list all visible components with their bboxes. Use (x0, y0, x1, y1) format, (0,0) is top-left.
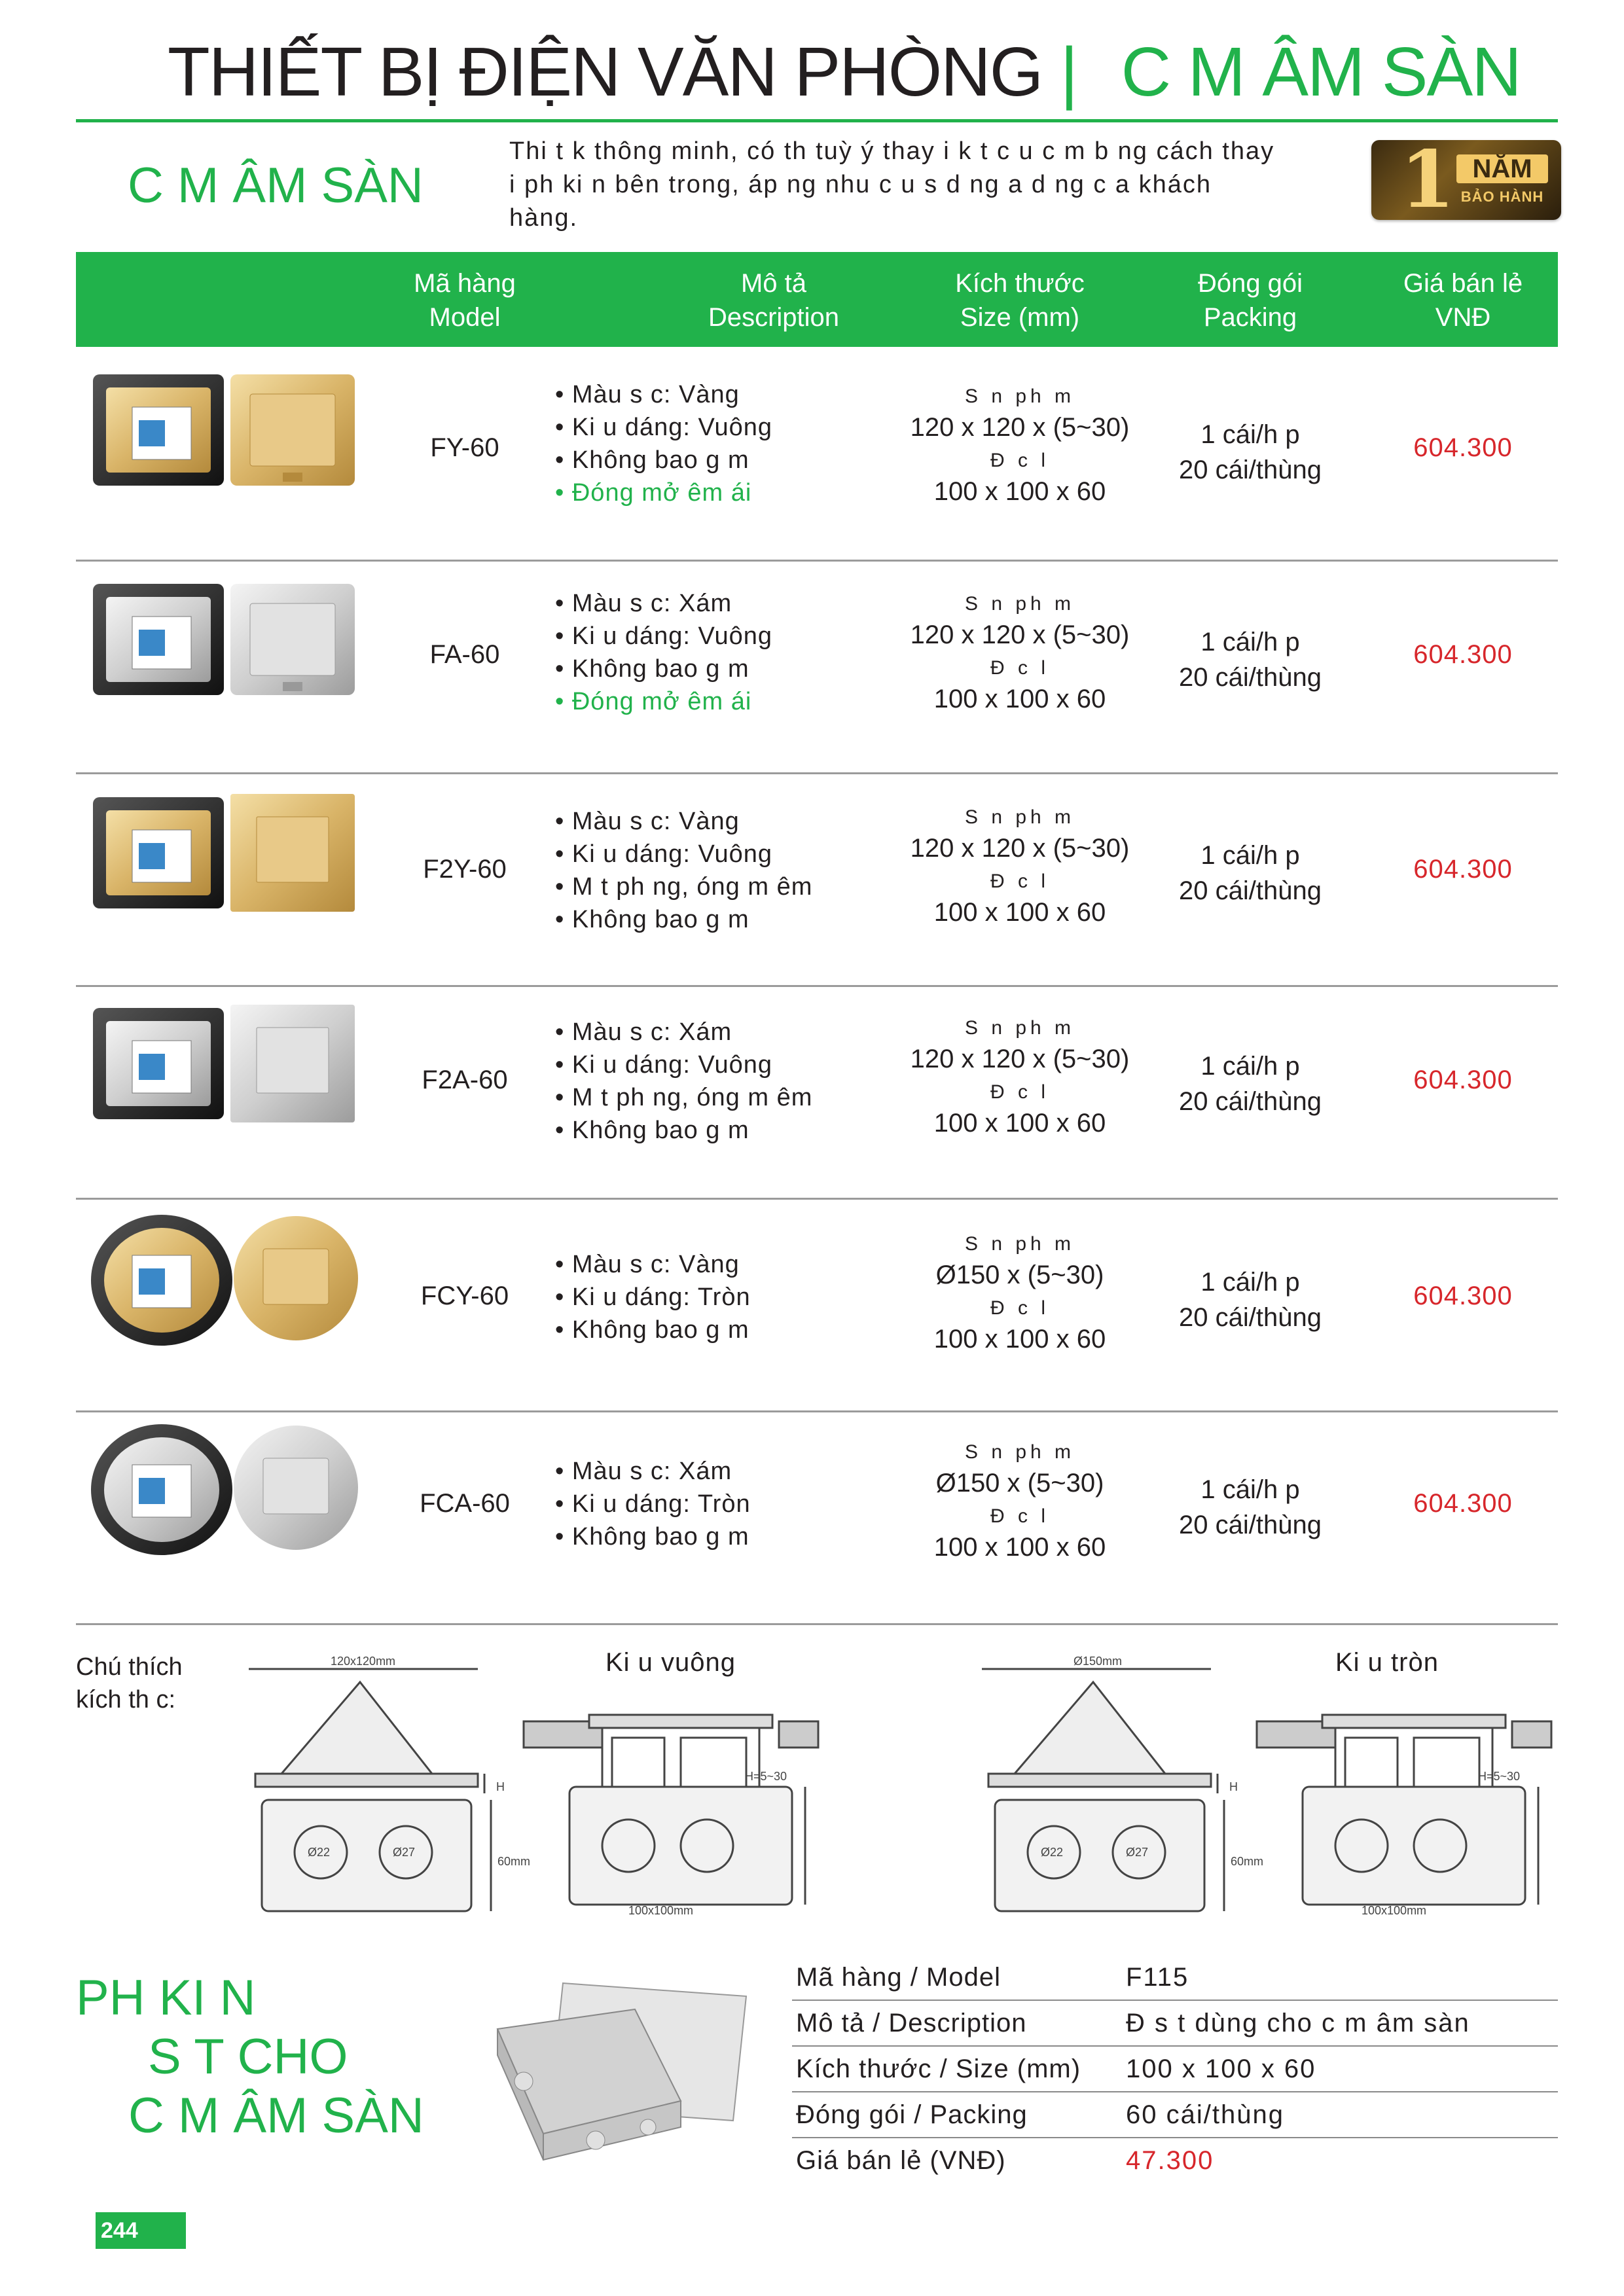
product-image-f2a60 (86, 995, 361, 1126)
spec-row: Đóng gói / Packing 60 cái/thùng (792, 2092, 1558, 2138)
spec-row: Kích thước / Size (mm) 100 x 100 x 60 (792, 2047, 1558, 2092)
row-description: • Màu s c: Vàng • Ki u dáng: Vuông • M t ph ng, óng m êm • Không bao g m (555, 808, 813, 933)
warranty-year-label: NĂM (1456, 154, 1548, 183)
product-image-f2y60 (86, 784, 361, 915)
row-model: F2A-60 (422, 1066, 508, 1094)
square-dimension-drawings (236, 1649, 825, 1918)
height-label: 60mm (1231, 1855, 1264, 1868)
warranty-badge (1371, 134, 1561, 226)
round-top-dim-label: Ø150mm (1074, 1655, 1123, 1668)
page-number: 244 (96, 2212, 186, 2249)
square-top-dim-label: 120x120mm (331, 1655, 396, 1668)
row-price: 604.300 (1413, 1282, 1513, 1310)
row-price: 604.300 (1413, 1066, 1513, 1094)
h-label: H (496, 1780, 505, 1793)
round-type-title: Ki u tròn (1335, 1648, 1439, 1677)
row-packing: 1 cái/h p 20 cái/thùng (1179, 628, 1322, 692)
row-description: • Màu s c: Xám • Ki u dáng: Tròn • Không bao g m (555, 1458, 751, 1551)
product-image-fa60 (86, 571, 361, 702)
product-image-fy60 (86, 361, 361, 492)
hole-small-label: Ø22 (1041, 1846, 1064, 1859)
row-price: 604.300 (1413, 640, 1513, 669)
row-divider (76, 1410, 1558, 1412)
row-divider (76, 1623, 1558, 1625)
accessory-price: 47.300 (1126, 2146, 1214, 2175)
row-packing: 1 cái/h p 20 cái/thùng (1179, 1268, 1322, 1332)
bottom-dim-label: 100x100mm (628, 1904, 694, 1917)
row-description: • Màu s c: Vàng • Ki u dáng: Tròn • Không bao g m (555, 1251, 751, 1344)
spec-row: Mã hàng / Model F115 (792, 1955, 1558, 2001)
row-model: FA-60 (429, 640, 500, 669)
title-separator: | (1060, 33, 1077, 111)
page-title (168, 34, 1521, 111)
row-size: S n ph m 120 x 120 x (5~30) Đ c l 100 x 100 x 60 (910, 806, 1130, 927)
row-description: • Màu s c: Xám • Ki u dáng: Vuông • M t ph ng, óng m êm • Không bao g m (555, 1018, 813, 1144)
header-size: Kích thước Size (mm) (955, 269, 1085, 332)
product-image-fca60 (86, 1419, 361, 1556)
row-size: S n ph m Ø150 x (5~30) Đ c l 100 x 100 x 60 (933, 1233, 1106, 1354)
spec-row: Mô tả / Description Đ s t dùng cho c m âm sàn (792, 2001, 1558, 2047)
dimension-legend: Chú thích kích th c: (76, 1653, 183, 1713)
row-size: S n ph m 120 x 120 x (5~30) Đ c l 100 x 100 x 60 (910, 386, 1130, 506)
bottom-dim-label: 100x100mm (1362, 1904, 1427, 1917)
title-divider (76, 119, 1558, 122)
header-packing: Đóng gói Packing (1197, 269, 1303, 332)
hole-large-label: Ø27 (1126, 1846, 1149, 1859)
row-size: S n ph m 120 x 120 x (5~30) Đ c l 100 x 100 x 60 (910, 1017, 1130, 1138)
row-model: F2Y-60 (423, 855, 507, 884)
page-title-sub: C M ÂM SÀN (1121, 33, 1521, 111)
row-divider (76, 1198, 1558, 1200)
hole-small-label: Ø22 (308, 1846, 331, 1859)
height-label: 60mm (497, 1855, 531, 1868)
row-model: FCY-60 (420, 1282, 509, 1310)
row-divider (76, 560, 1558, 562)
row-price: 604.300 (1413, 1489, 1513, 1518)
section-title: C M ÂM SÀN (128, 158, 424, 213)
spec-row: Giá bán lẻ (VNĐ) 47.300 (796, 2146, 1214, 2175)
h-range-label: H=5~30 (1478, 1770, 1521, 1783)
row-price: 604.300 (1413, 855, 1513, 884)
row-description: • Màu s c: Xám • Ki u dáng: Vuông • Không bao g m • Đóng mở êm ái (555, 590, 773, 715)
row-model: FY-60 (430, 433, 499, 462)
square-type-title: Ki u vuông (605, 1648, 736, 1677)
accessory-spec-table (792, 1955, 1558, 2184)
h-label: H (1229, 1780, 1238, 1793)
table-header (76, 252, 1558, 347)
accessory-title: PH KI N S T CHO C M ÂM SÀN (76, 1970, 424, 2144)
row-size: S n ph m 120 x 120 x (5~30) Đ c l 100 x 100 x 60 (910, 593, 1130, 713)
page-title-main: THIẾT BỊ ĐIỆN VĂN PHÒNG (168, 33, 1043, 111)
row-divider (76, 985, 1558, 987)
hole-large-label: Ø27 (393, 1846, 416, 1859)
accessory-image-metal-box (484, 1970, 759, 2166)
product-image-fcy60 (86, 1210, 361, 1347)
row-price: 604.300 (1413, 433, 1513, 462)
header-price: Giá bán lẻ VNĐ (1403, 269, 1523, 332)
row-size: S n ph m Ø150 x (5~30) Đ c l 100 x 100 x 60 (933, 1441, 1106, 1562)
row-divider (76, 772, 1558, 774)
row-packing: 1 cái/h p 20 cái/thùng (1179, 1052, 1322, 1116)
header-model: Mã hàng Model (414, 269, 516, 332)
round-dimension-drawings (969, 1649, 1558, 1918)
warranty-number: 1 (1400, 134, 1455, 226)
row-packing: 1 cái/h p 20 cái/thùng (1179, 1475, 1322, 1539)
row-description: • Màu s c: Vàng • Ki u dáng: Vuông • Không bao g m • Đóng mở êm ái (555, 381, 773, 507)
row-packing: 1 cái/h p 20 cái/thùng (1179, 420, 1322, 484)
row-model: FCA-60 (420, 1489, 510, 1518)
row-packing: 1 cái/h p 20 cái/thùng (1179, 841, 1322, 905)
h-range-label: H=5~30 (745, 1770, 787, 1783)
section-intro: Thi t k thông minh, có th tuỳ ý thay i k t c u c m b ng cách thay i ph ki n bên trong, áp ng nhu c u s d ng a d ng c a khách hàng. (509, 137, 1275, 232)
header-description: Mô tả Description (708, 269, 840, 332)
warranty-label: BẢO HÀNH (1460, 188, 1544, 205)
